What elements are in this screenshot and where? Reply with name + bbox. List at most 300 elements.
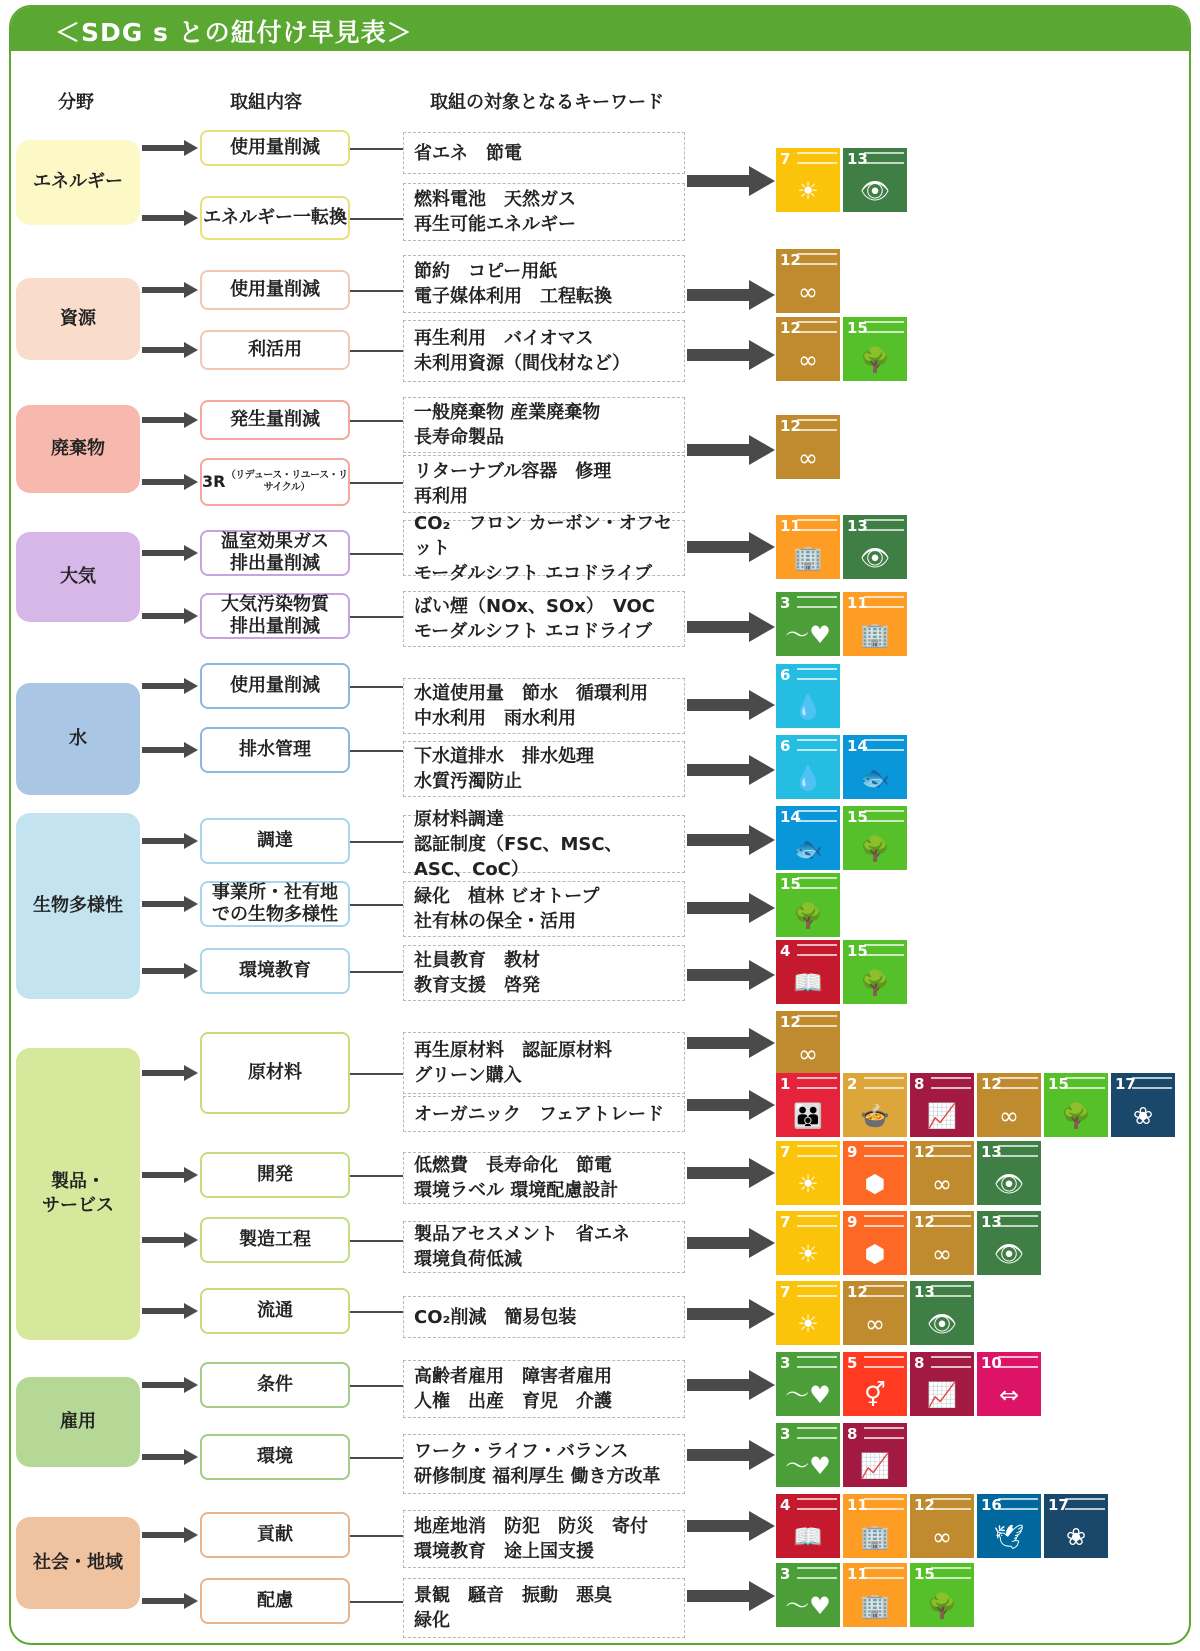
- sdg-goal-symbol-icon: 👁: [859, 544, 891, 572]
- sdg-goal-7-icon: [776, 1141, 840, 1205]
- sdg-goal-caption-lines: [797, 519, 837, 531]
- sdg-goal-11-icon: [843, 592, 907, 656]
- action-to-keyword-line: [350, 841, 403, 843]
- action-to-keyword-line: [350, 1457, 403, 1459]
- keyword-box: [403, 881, 685, 937]
- sdg-goal-17-icon: [1111, 1073, 1175, 1137]
- keyword-text: 再生原材料 認証原材料 グリーン購入: [414, 1040, 612, 1086]
- action-label: 使用量削減: [230, 674, 320, 696]
- sdg-goal-caption-lines: [864, 1145, 904, 1157]
- action-to-keyword-line: [350, 1175, 403, 1177]
- sdg-goal-7-icon: [776, 1211, 840, 1275]
- sdg-icon-group: [776, 806, 907, 870]
- sdg-goal-number: 8: [847, 1425, 858, 1443]
- sdg-goal-6-icon: [776, 735, 840, 799]
- sdg-goal-symbol-icon: ☀: [797, 1240, 819, 1268]
- action-to-keyword-line: [350, 482, 403, 484]
- action-box: [200, 818, 350, 864]
- sdg-goal-symbol-icon: 👁: [993, 1240, 1025, 1268]
- sdg-goal-symbol-icon: ☀: [797, 1310, 819, 1338]
- keyword-to-sdg-arrow: [687, 1090, 775, 1120]
- sdg-goal-8-icon: [910, 1352, 974, 1416]
- sdg-goal-3-icon: [776, 1423, 840, 1487]
- sdg-goal-13-icon: [843, 515, 907, 579]
- sdg-icon-group: [776, 873, 840, 937]
- sdg-goal-number: 8: [914, 1075, 925, 1093]
- sdg-goal-caption-lines: [1132, 1077, 1172, 1089]
- sdg-goal-symbol-icon: ∞: [798, 1040, 818, 1068]
- category-to-action-arrow: [142, 896, 198, 912]
- sdg-goal-symbol-icon: 🌳: [860, 835, 890, 863]
- keyword-box: [403, 183, 685, 241]
- action-box: [200, 1434, 350, 1480]
- sdg-goal-number: 7: [780, 150, 791, 168]
- action-to-keyword-line: [350, 971, 403, 973]
- sdg-goal-number: 3: [780, 1565, 791, 1583]
- sdg-goal-15-icon: [910, 1563, 974, 1627]
- sdg-goal-3-icon: [776, 1352, 840, 1416]
- keyword-box: [403, 1152, 685, 1204]
- keyword-text: 緑化 植林 ビオトープ 社有林の保全・活用: [414, 886, 600, 932]
- sdg-goal-number: 12: [847, 1283, 868, 1301]
- sdg-goal-number: 4: [780, 1496, 791, 1514]
- sdg-goal-8-icon: [910, 1073, 974, 1137]
- sdg-goal-caption-lines: [864, 1567, 904, 1579]
- sdg-goal-symbol-icon: 🐟: [860, 764, 890, 792]
- header-field: 分野: [58, 92, 94, 113]
- action-to-keyword-line: [350, 553, 403, 555]
- keyword-box: [403, 1032, 685, 1094]
- action-to-keyword-line: [350, 420, 403, 422]
- sdg-goal-number: 3: [780, 1354, 791, 1372]
- keyword-text: 再生利用 バイオマス 未利用資源（間伐材など）: [414, 328, 630, 374]
- sdg-goal-number: 9: [847, 1213, 858, 1231]
- sdg-goal-symbol-icon: 📈: [927, 1381, 957, 1409]
- category-to-action-arrow: [142, 1167, 198, 1183]
- sdg-goal-symbol-icon: ☀: [797, 1170, 819, 1198]
- action-box: [200, 130, 350, 166]
- sdg-goal-symbol-icon: 🌳: [793, 902, 823, 930]
- keyword-to-sdg-arrow: [687, 1299, 775, 1329]
- category-to-action-arrow: [142, 545, 198, 561]
- keyword-text: 低燃費 長寿命化 節電 環境ラベル 環境配慮設計: [414, 1155, 619, 1201]
- action-to-keyword-line: [350, 218, 403, 220]
- category-box: 資源: [16, 278, 140, 360]
- action-box: [200, 400, 350, 440]
- sdg-goal-number: 15: [847, 942, 868, 960]
- keyword-to-sdg-arrow: [687, 1158, 775, 1188]
- action-label: 開発: [257, 1163, 293, 1185]
- sdg-goal-caption-lines: [797, 1498, 837, 1510]
- sdg-goal-7-icon: [776, 1281, 840, 1345]
- keyword-to-sdg-arrow: [687, 532, 775, 562]
- sdg-goal-number: 12: [914, 1143, 935, 1161]
- sdg-goal-symbol-icon: 🌳: [927, 1592, 957, 1620]
- sdg-goal-16-icon: [977, 1494, 1041, 1558]
- sdg-goal-number: 15: [780, 875, 801, 893]
- header-action: 取組内容: [230, 92, 302, 113]
- category-to-action-arrow: [142, 833, 198, 849]
- keyword-to-sdg-arrow: [687, 1228, 775, 1258]
- sdg-goal-5-icon: [843, 1352, 907, 1416]
- action-label: 使用量削減: [230, 278, 320, 300]
- sdg-goal-caption-lines: [864, 519, 904, 531]
- action-to-keyword-line: [350, 290, 403, 292]
- keyword-text: 高齢者雇用 障害者雇用 人権 出産 育児 介護: [414, 1366, 612, 1412]
- keyword-box: [403, 741, 685, 797]
- action-box: [200, 330, 350, 370]
- sdg-goal-caption-lines: [864, 596, 904, 608]
- keyword-box: [403, 808, 685, 880]
- sdg-goal-caption-lines: [931, 1567, 971, 1579]
- sdg-goal-number: 11: [847, 594, 868, 612]
- sdg-goal-15-icon: [843, 806, 907, 870]
- action-to-keyword-line: [350, 1385, 403, 1387]
- sdg-goal-number: 11: [847, 1565, 868, 1583]
- sdg-goal-symbol-icon: ∞: [932, 1240, 952, 1268]
- sdg-goal-12-icon: [977, 1073, 1041, 1137]
- sdg-goal-caption-lines: [864, 321, 904, 333]
- action-box: [200, 1362, 350, 1408]
- action-to-keyword-line: [350, 686, 403, 688]
- sdg-goal-9-icon: [843, 1211, 907, 1275]
- keyword-box: [403, 1510, 685, 1568]
- keyword-text: 原材料調達 認証制度（FSC、MSC、ASC、CoC）: [414, 808, 623, 880]
- sdg-goal-number: 5: [847, 1354, 858, 1372]
- sdg-goal-number: 13: [981, 1213, 1002, 1231]
- sdg-goal-caption-lines: [1065, 1498, 1105, 1510]
- sdg-goal-caption-lines: [797, 1567, 837, 1579]
- keyword-to-sdg-arrow: [687, 690, 775, 720]
- sdg-goal-12-icon: [910, 1211, 974, 1275]
- category-to-action-arrow: [142, 1303, 198, 1319]
- sdg-goal-caption-lines: [864, 739, 904, 751]
- sdg-goal-number: 8: [914, 1354, 925, 1372]
- category-box: 雇用: [16, 1377, 140, 1467]
- sdg-goal-number: 10: [981, 1354, 1002, 1372]
- sdg-goal-number: 14: [847, 737, 868, 755]
- action-label: 調達: [257, 829, 293, 851]
- sdg-goal-caption-lines: [797, 1145, 837, 1157]
- keyword-to-sdg-arrow: [687, 166, 775, 196]
- sdg-goal-number: 15: [847, 319, 868, 337]
- sdg-goal-number: 13: [847, 150, 868, 168]
- action-to-keyword-line: [350, 148, 403, 150]
- sdg-icon-group: [776, 940, 907, 1004]
- sdg-goal-number: 12: [780, 319, 801, 337]
- sdg-goal-caption-lines: [797, 419, 837, 431]
- category-to-action-arrow: [142, 1527, 198, 1543]
- keyword-box: [403, 1296, 685, 1338]
- keyword-to-sdg-arrow: [687, 755, 775, 785]
- action-label: 環境教育: [239, 959, 311, 981]
- sdg-goal-caption-lines: [797, 739, 837, 751]
- keyword-text: オーガニック フェアトレード: [414, 1103, 665, 1125]
- sdg-goal-number: 13: [981, 1143, 1002, 1161]
- sdg-goal-number: 7: [780, 1283, 791, 1301]
- action-label: 原材料: [248, 1061, 302, 1083]
- sdg-goal-number: 6: [780, 666, 791, 684]
- sdg-icon-group: [776, 1011, 840, 1075]
- sdg-goal-number: 12: [981, 1075, 1002, 1093]
- keyword-text: リターナブル容器 修理 再利用: [414, 461, 612, 507]
- keyword-box: [403, 132, 685, 174]
- keyword-to-sdg-arrow: [687, 825, 775, 855]
- sdg-icon-group: [776, 1141, 1041, 1205]
- sdg-goal-number: 12: [914, 1213, 935, 1231]
- keyword-box: [403, 1096, 685, 1132]
- sdg-goal-caption-lines: [864, 1215, 904, 1227]
- action-label: 3R: [202, 472, 226, 491]
- sdg-goal-14-icon: [776, 806, 840, 870]
- sdg-icon-group: [776, 1352, 1041, 1416]
- category-box: エネルギー: [16, 140, 140, 225]
- action-label: 発生量削減: [230, 408, 320, 430]
- sdg-goal-number: 12: [780, 251, 801, 269]
- sdg-goal-number: 17: [1115, 1075, 1136, 1093]
- sdg-goal-3-icon: [776, 1563, 840, 1627]
- sdg-goal-caption-lines: [797, 1077, 837, 1089]
- keyword-box: [403, 455, 685, 513]
- sdg-goal-symbol-icon: ❀: [1132, 1102, 1154, 1130]
- sdg-goal-number: 2: [847, 1075, 858, 1093]
- keyword-text: ばい煙（NOx、SOx） VOC モーダルシフト エコドライブ: [414, 596, 655, 642]
- action-box: [200, 1578, 350, 1624]
- sdg-goal-caption-lines: [797, 152, 837, 164]
- sdg-goal-2-icon: [843, 1073, 907, 1137]
- sdg-goal-number: 11: [847, 1496, 868, 1514]
- sdg-goal-caption-lines: [797, 877, 837, 889]
- sdg-goal-3-icon: [776, 592, 840, 656]
- category-box: 製品・ サービス: [16, 1048, 140, 1340]
- sdg-goal-caption-lines: [864, 944, 904, 956]
- sdg-goal-symbol-icon: 📈: [927, 1102, 957, 1130]
- sdg-goal-number: 6: [780, 737, 791, 755]
- category-to-action-arrow: [142, 210, 198, 226]
- sdg-goal-symbol-icon: 🏢: [793, 544, 823, 572]
- sdg-icon-group: [776, 1423, 907, 1487]
- sdg-goal-symbol-icon: 🏢: [860, 1523, 890, 1551]
- sdg-goal-14-icon: [843, 735, 907, 799]
- sdg-goal-11-icon: [776, 515, 840, 579]
- action-box: [200, 663, 350, 709]
- keyword-text: 節約 コピー用紙 電子媒体利用 工程転換: [414, 261, 612, 307]
- sdg-goal-symbol-icon: 🐟: [793, 835, 823, 863]
- sdg-goal-symbol-icon: 👁: [859, 177, 891, 205]
- sdg-goal-caption-lines: [864, 152, 904, 164]
- sdg-goal-12-icon: [776, 317, 840, 381]
- sdg-goal-symbol-icon: ∞: [999, 1102, 1019, 1130]
- sdg-goal-symbol-icon: 〜♥: [785, 1592, 831, 1620]
- sdg-goal-caption-lines: [797, 1356, 837, 1368]
- sdg-goal-number: 7: [780, 1143, 791, 1161]
- keyword-to-sdg-arrow: [687, 1581, 775, 1611]
- sdg-goal-symbol-icon: ∞: [798, 346, 818, 374]
- sdg-goal-number: 3: [780, 594, 791, 612]
- keyword-text: CO₂削減 簡易包装: [414, 1306, 577, 1328]
- sdg-goal-12-icon: [910, 1494, 974, 1558]
- sdg-goal-number: 13: [914, 1283, 935, 1301]
- keyword-to-sdg-arrow: [687, 893, 775, 923]
- keyword-text: 下水道排水 排水処理 水質汚濁防止: [414, 746, 594, 792]
- category-box: 生物多様性: [16, 813, 140, 999]
- sdg-goal-caption-lines: [998, 1077, 1038, 1089]
- sdg-goal-caption-lines: [797, 321, 837, 333]
- sdg-goal-13-icon: [843, 148, 907, 212]
- sdg-icon-group: [776, 735, 907, 799]
- sdg-goal-symbol-icon: ☀: [797, 177, 819, 205]
- sdg-goal-15-icon: [776, 873, 840, 937]
- action-label: 配慮: [257, 1589, 293, 1611]
- category-to-action-arrow: [142, 342, 198, 358]
- sdg-goal-12-icon: [843, 1281, 907, 1345]
- sdg-goal-symbol-icon: 🌳: [860, 969, 890, 997]
- sdg-icon-group: [776, 249, 840, 313]
- sdg-icon-group: [776, 1211, 1041, 1275]
- keyword-box: [403, 397, 685, 453]
- keyword-text: 一般廃棄物 産業廃棄物 長寿命製品: [414, 402, 601, 448]
- action-label: 利活用: [248, 338, 302, 360]
- sdg-goal-caption-lines: [864, 1285, 904, 1297]
- title-bar: [11, 7, 1189, 51]
- keyword-text: 景観 騒音 振動 悪臭 緑化: [414, 1585, 612, 1631]
- action-to-keyword-line: [350, 1311, 403, 1313]
- action-to-keyword-line: [350, 1601, 403, 1603]
- sdg-goal-number: 12: [780, 1013, 801, 1031]
- sdg-goal-number: 15: [1048, 1075, 1069, 1093]
- sdg-icon-group: [776, 317, 907, 381]
- category-to-action-arrow: [142, 474, 198, 490]
- sdg-goal-13-icon: [910, 1281, 974, 1345]
- sdg-goal-symbol-icon: 📖: [793, 969, 823, 997]
- action-to-keyword-line: [350, 750, 403, 752]
- action-box: [200, 530, 350, 576]
- sdg-goal-symbol-icon: 👁: [926, 1310, 958, 1338]
- action-box: [200, 1217, 350, 1263]
- keyword-box: [403, 512, 685, 584]
- sdg-icon-group: [776, 1281, 974, 1345]
- sdg-icon-group: [776, 1494, 1108, 1558]
- keyword-text: 水道使用量 節水 循環利用 中水利用 雨水利用: [414, 683, 648, 729]
- action-to-keyword-line: [350, 350, 403, 352]
- sdg-goal-symbol-icon: 〜♥: [785, 621, 831, 649]
- keyword-box: [403, 1221, 685, 1273]
- sdg-goal-11-icon: [843, 1563, 907, 1627]
- sdg-goal-number: 12: [780, 417, 801, 435]
- sdg-goal-15-icon: [1044, 1073, 1108, 1137]
- sdg-goal-caption-lines: [797, 668, 837, 680]
- sdg-goal-7-icon: [776, 148, 840, 212]
- action-label: 貢献: [257, 1523, 293, 1545]
- sdg-icon-group: [776, 148, 907, 212]
- action-box: [200, 881, 350, 927]
- category-to-action-arrow: [142, 140, 198, 156]
- sdg-goal-caption-lines: [797, 1285, 837, 1297]
- category-to-action-arrow: [142, 1232, 198, 1248]
- action-box: [200, 1152, 350, 1198]
- category-to-action-arrow: [142, 1377, 198, 1393]
- sdg-goal-4-icon: [776, 1494, 840, 1558]
- keyword-text: 省エネ 節電: [414, 142, 522, 164]
- keyword-box: [403, 255, 685, 313]
- sdg-goal-symbol-icon: ⚥: [864, 1381, 886, 1409]
- sdg-goal-13-icon: [977, 1141, 1041, 1205]
- sdg-goal-caption-lines: [797, 1015, 837, 1027]
- action-box: [200, 1512, 350, 1558]
- sdg-goal-caption-lines: [797, 944, 837, 956]
- keyword-text: ワーク・ライフ・バランス 研修制度 福利厚生 働き方改革: [414, 1441, 661, 1487]
- sdg-goal-symbol-icon: ⇔: [998, 1381, 1020, 1409]
- sdg-goal-number: 15: [914, 1565, 935, 1583]
- page-title: ＜SDG s との紐付け早見表＞: [55, 18, 413, 47]
- action-label: エネルギー一転換: [203, 206, 347, 228]
- sdg-goal-15-icon: [843, 317, 907, 381]
- action-to-keyword-line: [350, 1535, 403, 1537]
- category-to-action-arrow: [142, 412, 198, 428]
- action-box: [200, 1032, 350, 1114]
- keyword-box: [403, 1434, 685, 1494]
- sdg-goal-symbol-icon: 👪: [793, 1102, 823, 1130]
- sdg-icon-group: [776, 664, 840, 728]
- sdg-goal-symbol-icon: 🏢: [860, 1592, 890, 1620]
- keyword-to-sdg-arrow: [687, 1440, 775, 1470]
- action-label: 排水管理: [239, 738, 311, 760]
- sdg-goal-number: 11: [780, 517, 801, 535]
- sdg-goal-caption-lines: [998, 1498, 1038, 1510]
- category-to-action-arrow: [142, 1065, 198, 1081]
- sdg-goal-12-icon: [776, 1011, 840, 1075]
- keyword-text: 燃料電池 天然ガス 再生可能エネルギー: [414, 189, 576, 235]
- sdg-icon-group: [776, 592, 907, 656]
- action-label: 使用量削減: [230, 136, 320, 158]
- sdg-goal-caption-lines: [931, 1215, 971, 1227]
- sdg-goal-symbol-icon: ❀: [1065, 1523, 1087, 1551]
- sdg-goal-symbol-icon: 💧: [793, 693, 823, 721]
- sdg-goal-6-icon: [776, 664, 840, 728]
- sdg-goal-symbol-icon: 🍲: [860, 1102, 890, 1130]
- sdg-goal-number: 3: [780, 1425, 791, 1443]
- sdg-goal-symbol-icon: 🌳: [1061, 1102, 1091, 1130]
- keyword-text: 地産地消 防犯 防災 寄付 環境教育 途上国支援: [414, 1516, 648, 1562]
- sdg-goal-symbol-icon: 〜♥: [785, 1381, 831, 1409]
- action-box: [200, 727, 350, 773]
- sdg-goal-symbol-icon: ⬢: [864, 1170, 886, 1198]
- sdg-goal-caption-lines: [998, 1215, 1038, 1227]
- sdg-goal-symbol-icon: ∞: [798, 444, 818, 472]
- action-label: 温室効果ガス 排出量削減: [221, 530, 329, 574]
- action-label: 事業所・社有地 での生物多様性: [212, 881, 338, 925]
- sdg-icon-group: [776, 1563, 974, 1627]
- action-box: [200, 1288, 350, 1334]
- sdg-goal-10-icon: [977, 1352, 1041, 1416]
- action-to-keyword-line: [350, 1240, 403, 1242]
- sdg-goal-symbol-icon: ∞: [932, 1523, 952, 1551]
- sdg-goal-11-icon: [843, 1494, 907, 1558]
- sdg-goal-caption-lines: [998, 1145, 1038, 1157]
- action-label: 条件: [257, 1373, 293, 1395]
- sdg-goal-caption-lines: [864, 1427, 904, 1439]
- sdg-goal-symbol-icon: ∞: [865, 1310, 885, 1338]
- sdg-goal-number: 12: [914, 1496, 935, 1514]
- sdg-goal-symbol-icon: 📖: [793, 1523, 823, 1551]
- keyword-text: 社員教育 教材 教育支援 啓発: [414, 950, 540, 996]
- keyword-to-sdg-arrow: [687, 1370, 775, 1400]
- action-box: [200, 458, 350, 506]
- keyword-box: [403, 945, 685, 1001]
- category-box: 水: [16, 683, 140, 795]
- sdg-goal-symbol-icon: 🏢: [860, 621, 890, 649]
- action-label: 環境: [257, 1445, 293, 1467]
